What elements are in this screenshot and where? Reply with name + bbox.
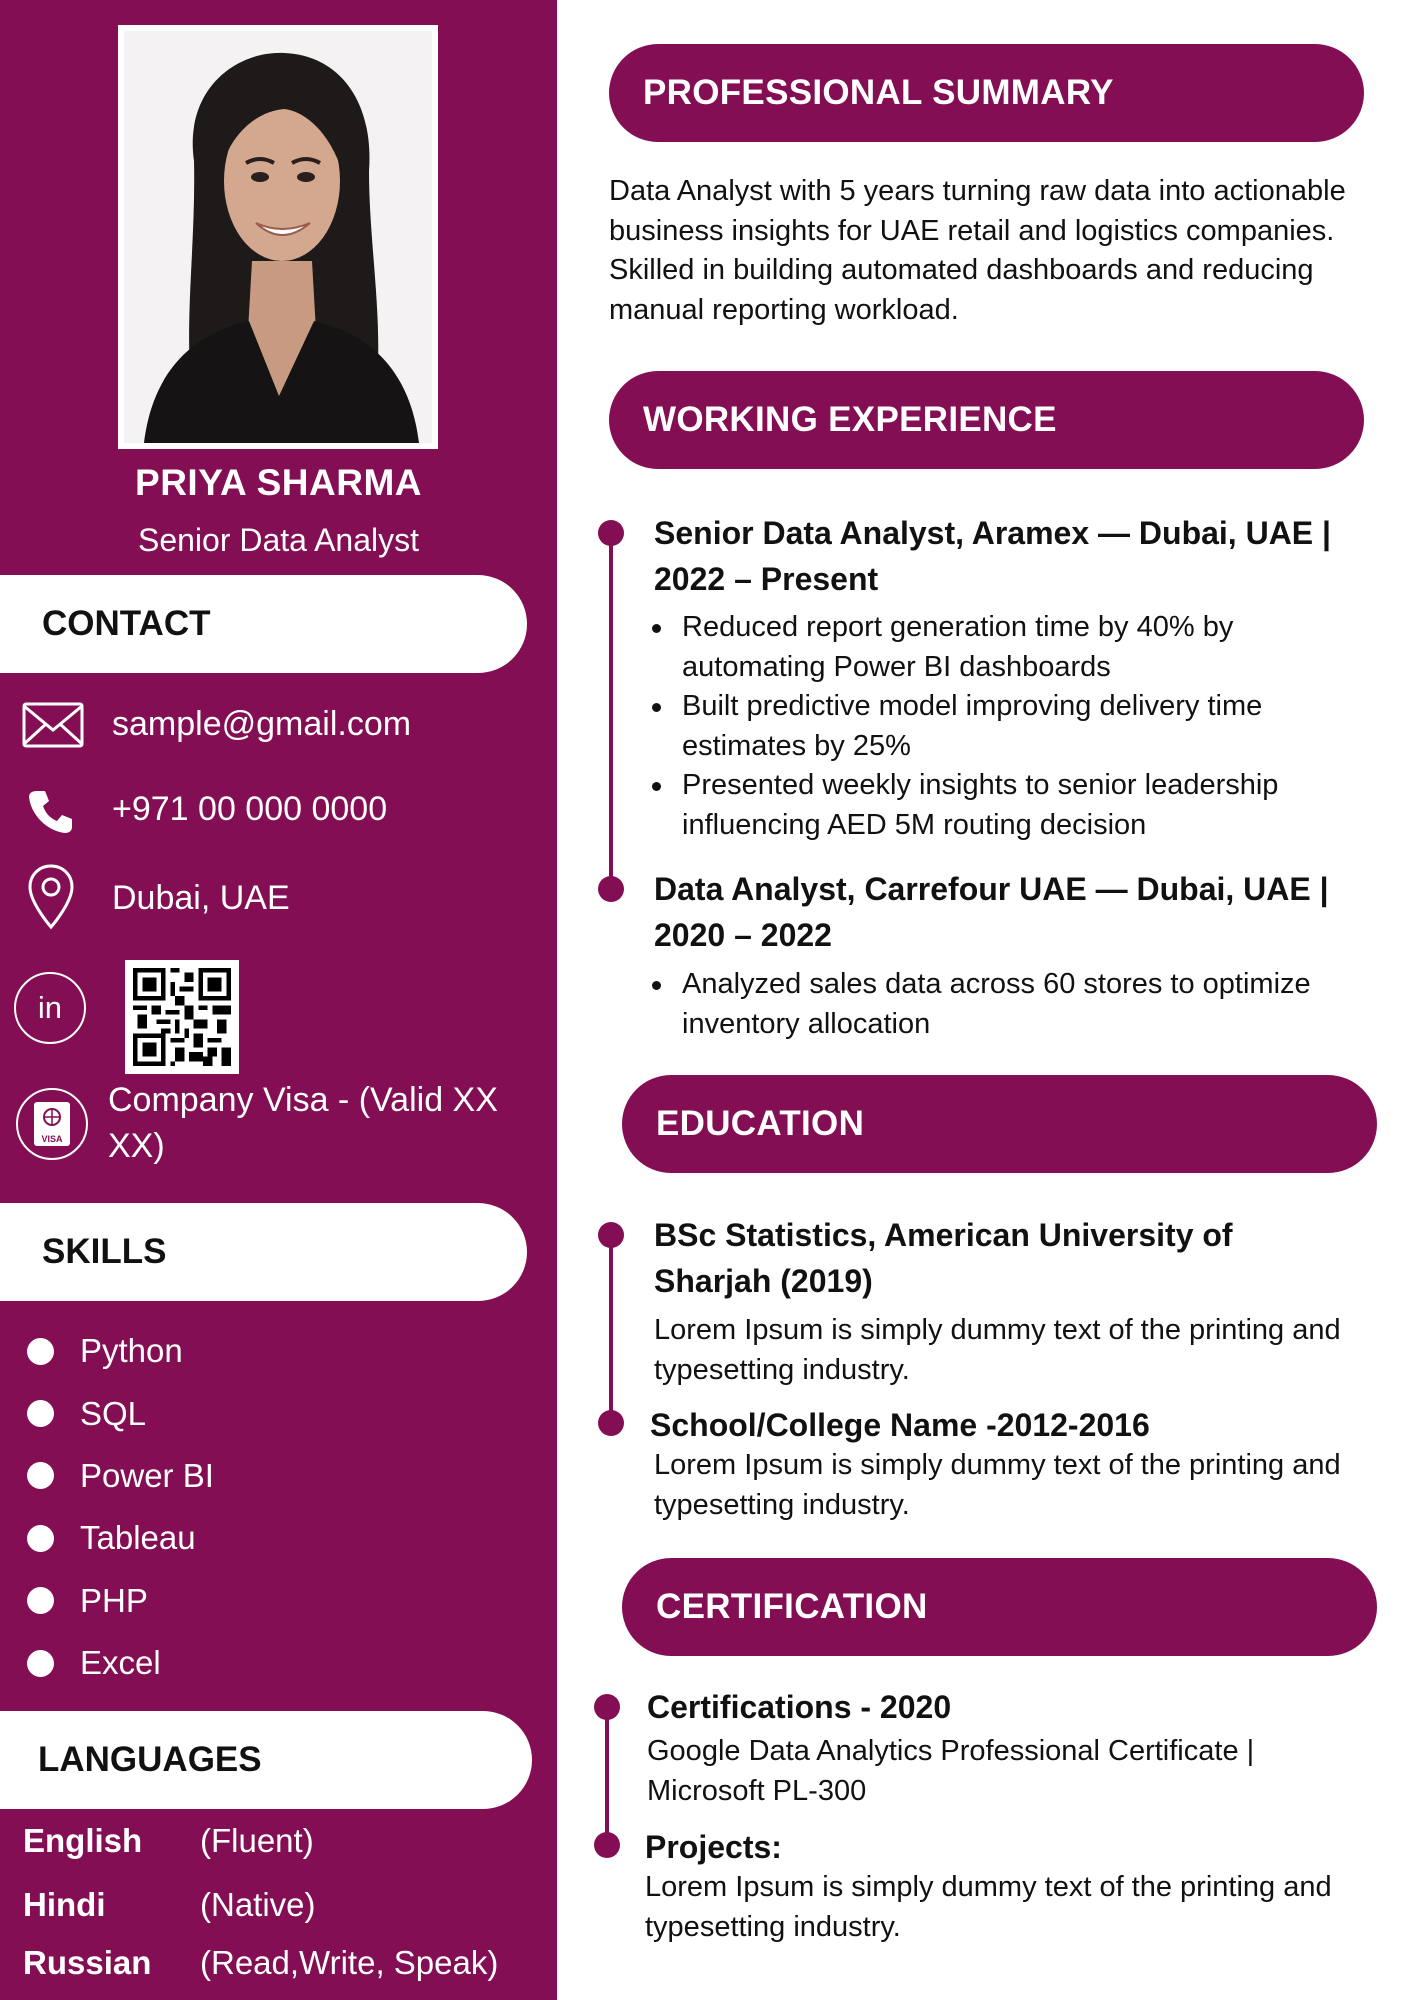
language-level: (Read,Write, Speak) (200, 1944, 499, 1981)
education-text-2: Lorem Ipsum is simply dummy text of the printing and typesetting industry. (654, 1449, 1341, 1521)
certification-timeline-line (605, 1706, 609, 1844)
bullet-dot-icon (27, 1525, 54, 1552)
visa-icon (16, 1088, 88, 1160)
skill-label: PHP (80, 1581, 148, 1619)
location-text: Dubai, UAE (112, 879, 290, 917)
education-heading: EDUCATION (622, 1075, 1377, 1173)
timeline-dot-icon (598, 1222, 624, 1248)
timeline-dot-icon (598, 876, 624, 902)
education-title-2: School/College Name -2012-2016 (650, 1407, 1150, 1443)
job-2-bullets (648, 965, 1368, 1044)
language-row-russian (23, 1944, 498, 1982)
job-bullet: Analyzed sales data across 60 stores to optimize inventory allocation (648, 965, 1368, 1044)
skill-label: Tableau (80, 1519, 196, 1557)
language-row-hindi (23, 1886, 316, 1924)
person-role: Senior Data Analyst (137, 522, 420, 558)
timeline-dot-icon (594, 1694, 620, 1720)
skill-item (0, 1570, 557, 1632)
skills-list (0, 1320, 557, 1694)
skill-item (0, 1320, 557, 1382)
language-name: English (23, 1822, 143, 1859)
qr-code[interactable] (125, 960, 239, 1074)
person-name: PRIYA SHARMA (135, 462, 422, 503)
languages-heading: LANGUAGES (0, 1711, 532, 1809)
sidebar (0, 0, 557, 2000)
skill-item (0, 1507, 557, 1569)
education-timeline-line (609, 1232, 613, 1422)
certification-title-1: Certifications - 2020 (647, 1689, 952, 1725)
email-link[interactable]: sample@gmail.com (112, 705, 412, 743)
linkedin-icon-label: in (37, 990, 63, 1025)
location-pin-icon (26, 862, 76, 932)
linkedin-icon[interactable] (14, 972, 86, 1044)
certification-text-1: Google Data Analytics Professional Certificate | Microsoft PL-300 (647, 1735, 1255, 1807)
language-name: Russian (23, 1944, 152, 1981)
certification-heading: CERTIFICATION (622, 1558, 1377, 1656)
qr-code-icon (133, 968, 231, 1066)
job-bullet: Built predictive model improving delivery time estimates by 25% (648, 687, 1368, 766)
portrait-image (124, 31, 432, 443)
email-icon (22, 700, 84, 750)
skill-label: Python (80, 1332, 183, 1370)
job-bullet: Reduced report generation time by 40% by automating Power BI dashboards (648, 608, 1368, 687)
certification-title-2: Projects: (645, 1829, 782, 1865)
skill-label: SQL (80, 1394, 147, 1432)
bullet-dot-icon (27, 1650, 54, 1677)
phone-link[interactable]: +971 00 000 0000 (112, 790, 388, 828)
skill-item (0, 1445, 557, 1507)
bullet-dot-icon (27, 1587, 54, 1614)
language-row-english (23, 1822, 314, 1860)
profile-photo (124, 31, 432, 443)
bullet-dot-icon (27, 1400, 54, 1427)
profile-photo-frame (118, 25, 438, 449)
job-bullet: Presented weekly insights to senior leadership influencing AED 5M routing decision (648, 766, 1368, 845)
summary-heading: PROFESSIONAL SUMMARY (609, 44, 1364, 142)
education-text-1: Lorem Ipsum is simply dummy text of the printing and typesetting industry. (654, 1314, 1341, 1386)
timeline-dot-icon (598, 520, 624, 546)
timeline-dot-icon (598, 1410, 624, 1436)
skill-item (0, 1382, 557, 1444)
phone-icon (26, 786, 76, 836)
bullet-dot-icon (27, 1338, 54, 1365)
education-title-1: BSc Statistics, American University of Sharjah (2019) (654, 1217, 1233, 1299)
contact-heading: CONTACT (0, 575, 527, 673)
job-title-2: Data Analyst, Carrefour UAE — Dubai, UAE | 2020 – 2022 (654, 871, 1329, 953)
skills-heading: SKILLS (0, 1203, 527, 1301)
visa-icon-label: VISA (41, 1134, 63, 1144)
skill-label: Power BI (80, 1456, 214, 1494)
job-1-bullets (648, 608, 1368, 845)
visa-status-text: Company Visa - (Valid XX XX) (108, 1081, 498, 1165)
job-title-1: Senior Data Analyst, Aramex — Dubai, UAE | 2022 – Present (654, 515, 1331, 597)
language-name: Hindi (23, 1886, 106, 1923)
certification-text-2: Lorem Ipsum is simply dummy text of the printing and typesetting industry. (645, 1871, 1332, 1943)
experience-heading: WORKING EXPERIENCE (609, 371, 1364, 469)
timeline-dot-icon (594, 1832, 620, 1858)
language-level: (Native) (200, 1886, 316, 1923)
language-level: (Fluent) (200, 1822, 314, 1859)
skill-label: Excel (80, 1644, 161, 1682)
skill-item (0, 1632, 557, 1694)
summary-text: Data Analyst with 5 years turning raw data into actionable business insights for UAE retail and logistics companies. Skilled in building automated dashboards and reducing manual reporting workload. (609, 175, 1346, 326)
experience-timeline-line (609, 536, 613, 891)
bullet-dot-icon (27, 1462, 54, 1489)
